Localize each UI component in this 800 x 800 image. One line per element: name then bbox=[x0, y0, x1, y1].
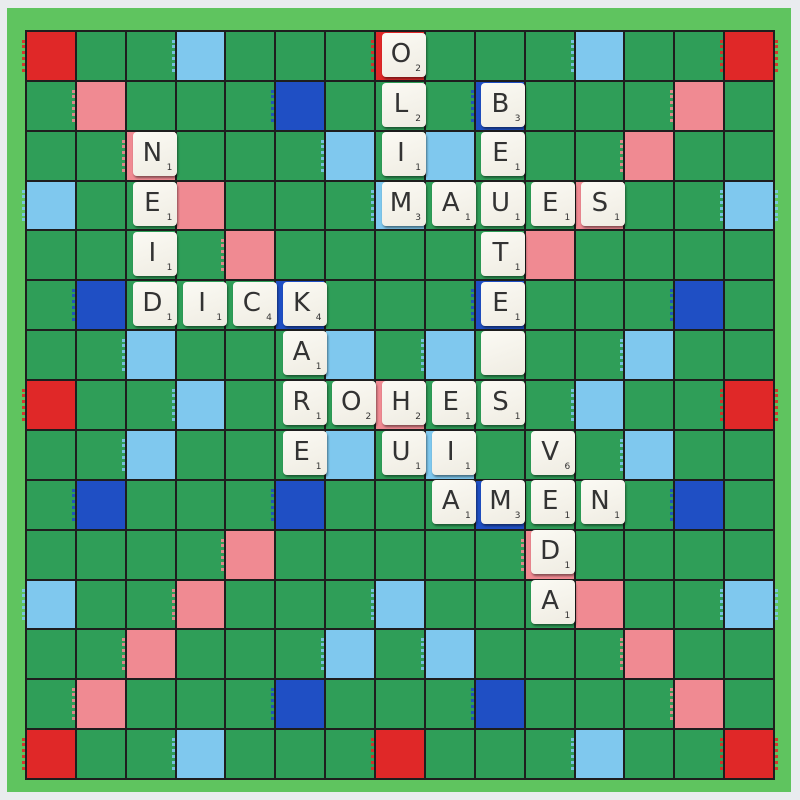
tile-points: 1 bbox=[564, 561, 571, 572]
tile-points: 1 bbox=[315, 412, 322, 422]
tile-points: 1 bbox=[464, 511, 471, 522]
tile-letter: E bbox=[541, 486, 559, 517]
tile-letter: A bbox=[441, 486, 460, 517]
tile-letter: E bbox=[442, 387, 459, 417]
tile-points: 1 bbox=[564, 610, 571, 621]
letter-tile[interactable] bbox=[382, 182, 426, 226]
letter-tile[interactable] bbox=[382, 132, 426, 176]
letter-tile[interactable] bbox=[133, 282, 177, 326]
tile-points: 1 bbox=[415, 461, 421, 472]
tile-points: 2 bbox=[415, 412, 421, 422]
tile-letter: E bbox=[492, 287, 509, 318]
letter-tile[interactable] bbox=[133, 132, 177, 176]
tile-points: 1 bbox=[514, 213, 521, 224]
tile-points: 2 bbox=[365, 412, 372, 422]
letter-tile[interactable] bbox=[481, 182, 525, 226]
tile-letter: D bbox=[540, 536, 561, 567]
tile-letter: I bbox=[198, 287, 206, 318]
tile-letter: U bbox=[490, 188, 510, 219]
letter-tile[interactable] bbox=[233, 282, 277, 326]
tile-points: 1 bbox=[614, 511, 620, 522]
letter-tile[interactable] bbox=[432, 182, 476, 226]
tile-points: 1 bbox=[564, 213, 571, 224]
tile-points: 3 bbox=[514, 511, 521, 522]
letter-tile[interactable] bbox=[481, 282, 525, 326]
letter-tile[interactable] bbox=[481, 232, 525, 276]
tile-points: 1 bbox=[514, 412, 521, 422]
tile-points: 1 bbox=[514, 262, 521, 273]
tile-points: 1 bbox=[166, 262, 173, 273]
tile-points: 1 bbox=[564, 511, 571, 522]
tile-letter: I bbox=[397, 138, 405, 169]
tile-points: 1 bbox=[464, 412, 471, 422]
tile-points: 1 bbox=[464, 213, 471, 224]
tile-points: 1 bbox=[514, 163, 521, 174]
tile-letter: S bbox=[492, 387, 509, 417]
letter-tile[interactable] bbox=[531, 480, 575, 524]
tile-letter: I bbox=[148, 237, 157, 268]
tile-letter: T bbox=[492, 237, 509, 268]
tile-points: 4 bbox=[315, 312, 322, 323]
tile-points: 1 bbox=[166, 213, 173, 224]
letter-tile[interactable] bbox=[133, 232, 177, 276]
tile-points: 6 bbox=[564, 461, 571, 472]
letter-tile[interactable] bbox=[382, 33, 426, 77]
letter-tile[interactable] bbox=[432, 431, 476, 475]
tile-letter: K bbox=[293, 287, 311, 318]
letter-tile[interactable] bbox=[133, 182, 177, 226]
tile-points: 4 bbox=[266, 312, 272, 323]
letter-tile[interactable] bbox=[531, 431, 575, 475]
letter-tile[interactable] bbox=[283, 381, 327, 425]
tile-letter: D bbox=[142, 287, 163, 318]
letter-tile[interactable] bbox=[531, 530, 575, 574]
letter-tile[interactable] bbox=[432, 480, 476, 524]
tile-letter: A bbox=[292, 337, 311, 368]
tile-letter: C bbox=[242, 287, 261, 318]
tile-letter: E bbox=[492, 138, 509, 169]
tile-points: 3 bbox=[415, 213, 421, 224]
tile-letter: M bbox=[489, 486, 512, 517]
letter-tile[interactable] bbox=[481, 132, 525, 176]
tile-letter: U bbox=[391, 436, 411, 467]
letter-tile[interactable] bbox=[283, 431, 327, 475]
tile-letter: S bbox=[591, 188, 609, 219]
letter-tile[interactable] bbox=[332, 381, 376, 425]
tile-letter: E bbox=[293, 436, 310, 467]
tile-letter: H bbox=[391, 387, 411, 417]
tile-letter: O bbox=[341, 387, 362, 417]
tile-letter: E bbox=[144, 188, 161, 219]
letter-tile[interactable] bbox=[481, 331, 525, 375]
tile-letter: R bbox=[292, 387, 311, 417]
letter-tile[interactable] bbox=[481, 381, 525, 425]
tile-letter: N bbox=[142, 138, 163, 169]
letter-tile[interactable] bbox=[581, 480, 625, 524]
tile-points: 1 bbox=[315, 461, 322, 472]
tile-points: 1 bbox=[514, 312, 521, 323]
letter-tile[interactable] bbox=[382, 431, 426, 475]
tile-letter: V bbox=[541, 436, 560, 467]
letter-tile[interactable] bbox=[481, 480, 525, 524]
tile-letter: A bbox=[541, 585, 560, 616]
tile-letter: O bbox=[390, 38, 412, 69]
letter-tile[interactable] bbox=[283, 282, 327, 326]
tile-points: 1 bbox=[464, 461, 471, 472]
tile-points: 1 bbox=[166, 163, 173, 174]
letter-tile[interactable] bbox=[283, 331, 327, 375]
letter-tile[interactable] bbox=[183, 282, 227, 326]
letter-tile[interactable] bbox=[432, 381, 476, 425]
tile-points: 1 bbox=[216, 312, 223, 323]
tile-points: 1 bbox=[614, 213, 620, 224]
tile-points: 1 bbox=[315, 362, 322, 373]
tile-letter: L bbox=[393, 88, 409, 119]
tile-letter: I bbox=[446, 436, 455, 467]
tile-points: 3 bbox=[514, 113, 521, 124]
letter-tile[interactable] bbox=[481, 83, 525, 127]
tile-letter: B bbox=[491, 88, 510, 119]
tile-points: 1 bbox=[166, 312, 173, 323]
letter-tile[interactable] bbox=[382, 83, 426, 127]
tile-letter: N bbox=[590, 486, 610, 517]
tile-points: 1 bbox=[415, 163, 421, 174]
tile-letter: A bbox=[441, 188, 460, 219]
letter-tile[interactable] bbox=[531, 182, 575, 226]
letter-tile[interactable] bbox=[581, 182, 625, 226]
letter-tile[interactable] bbox=[382, 381, 426, 425]
tile-points: 2 bbox=[415, 63, 421, 74]
tile-letter: M bbox=[389, 188, 413, 219]
letter-tile[interactable] bbox=[531, 580, 575, 624]
tile-letter: E bbox=[541, 188, 559, 219]
tile-points: 2 bbox=[415, 113, 421, 124]
